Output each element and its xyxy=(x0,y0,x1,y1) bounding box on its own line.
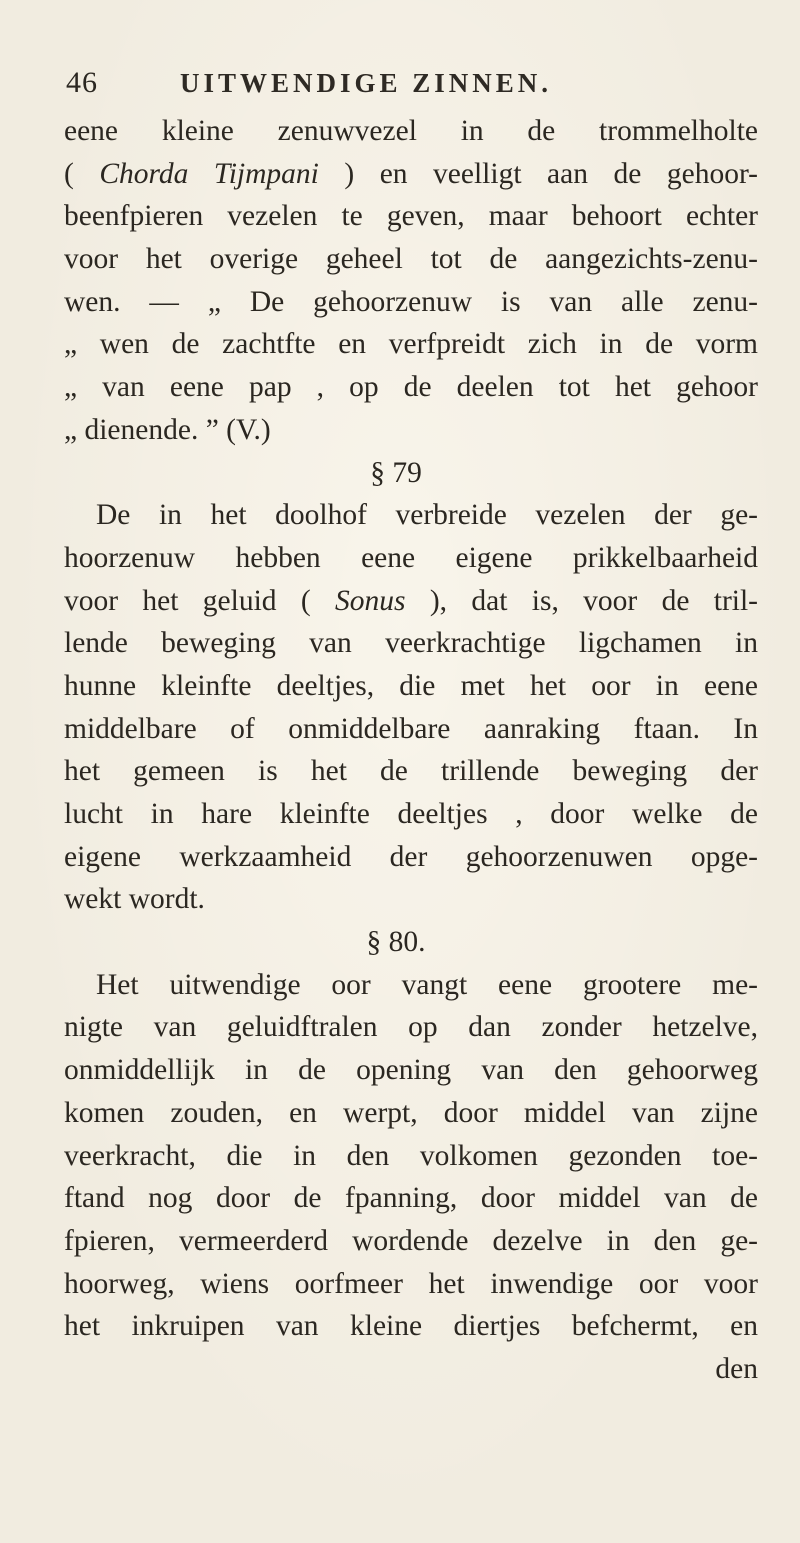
catchword: den xyxy=(715,1352,758,1385)
section-heading-80: § 80. xyxy=(366,926,426,959)
text-line: het gemeen is het de trillende beweging der xyxy=(64,755,758,788)
quote-line: „ wen de zachtfte en verfpreidt zich in de vorm xyxy=(64,328,758,361)
text-line: hoorzenuw hebben eene eigene prikkelbaarheid xyxy=(64,541,758,574)
text-line: voor het overige geheel tot de aangezichts-zenu- xyxy=(64,243,758,276)
text-line: ftand nog door de fpanning, door middel van de xyxy=(64,1182,758,1215)
text-line: hoorweg, wiens oorfmeer het inwendige oor voor xyxy=(64,1267,758,1300)
text-line: lucht in hare kleinfte deeltjes , door welke de xyxy=(64,798,758,830)
text-fragment: ), dat is, voor de tril- xyxy=(405,584,758,617)
text-line xyxy=(64,153,758,196)
text-line: eene kleine zenuwvezel in de trommelholte xyxy=(64,115,758,147)
body-text xyxy=(64,110,758,1391)
text-line: Het uitwendige oor vangt eene grootere me- xyxy=(96,968,758,1001)
page-number: 46 xyxy=(66,66,98,99)
quote-line: „ van eene pap , op de deelen tot het gehoor xyxy=(64,371,758,404)
text-line xyxy=(64,580,758,623)
text-line: hunne kleinfte deeltjes, die met het oor in eene xyxy=(64,669,758,702)
text-line: lende beweging van veerkrachtige ligchamen in xyxy=(64,627,758,660)
text-line: wen. — „ De gehoorzenuw is van alle zenu- xyxy=(64,285,758,318)
text-line: onmiddellijk in de opening van den gehoorweg xyxy=(64,1054,758,1087)
running-head: UITWENDIGE ZINNEN. xyxy=(180,68,553,98)
text-line: veerkracht, die in den volkomen gezonden toe- xyxy=(64,1139,758,1172)
section-heading-79: § 79 xyxy=(370,456,422,489)
latin-term: Chorda Tijmpani xyxy=(99,157,319,190)
text-line: middelbare of onmiddelbare aanraking ftaan. In xyxy=(64,712,758,745)
latin-term: Sonus xyxy=(335,584,406,617)
text-line: nigte van geluidftralen op dan zonder hetzelve, xyxy=(64,1011,758,1044)
text-fragment: ) en veelligt aan de gehoor- xyxy=(318,157,758,190)
text-line: beenfpieren vezelen te geven, maar behoort echter xyxy=(64,200,758,233)
page-header xyxy=(66,66,770,106)
text-fragment: voor het geluid ( xyxy=(64,584,336,617)
text-fragment: ( xyxy=(64,157,100,190)
text-line: wekt wordt. xyxy=(64,883,205,916)
text-line: fpieren, vermeerderd wordende dezelve in den ge- xyxy=(64,1224,758,1257)
text-line: komen zouden, en werpt, door middel van zijne xyxy=(64,1096,758,1129)
text-line: eigene werkzaamheid der gehoorzenuwen opge- xyxy=(64,840,758,873)
text-line: De in het doolhof verbreide vezelen der ge- xyxy=(96,499,758,532)
text-line: het inkruipen van kleine diertjes befchermt, en xyxy=(64,1310,758,1343)
quote-line: „ dienende. ” (V.) xyxy=(64,413,271,446)
